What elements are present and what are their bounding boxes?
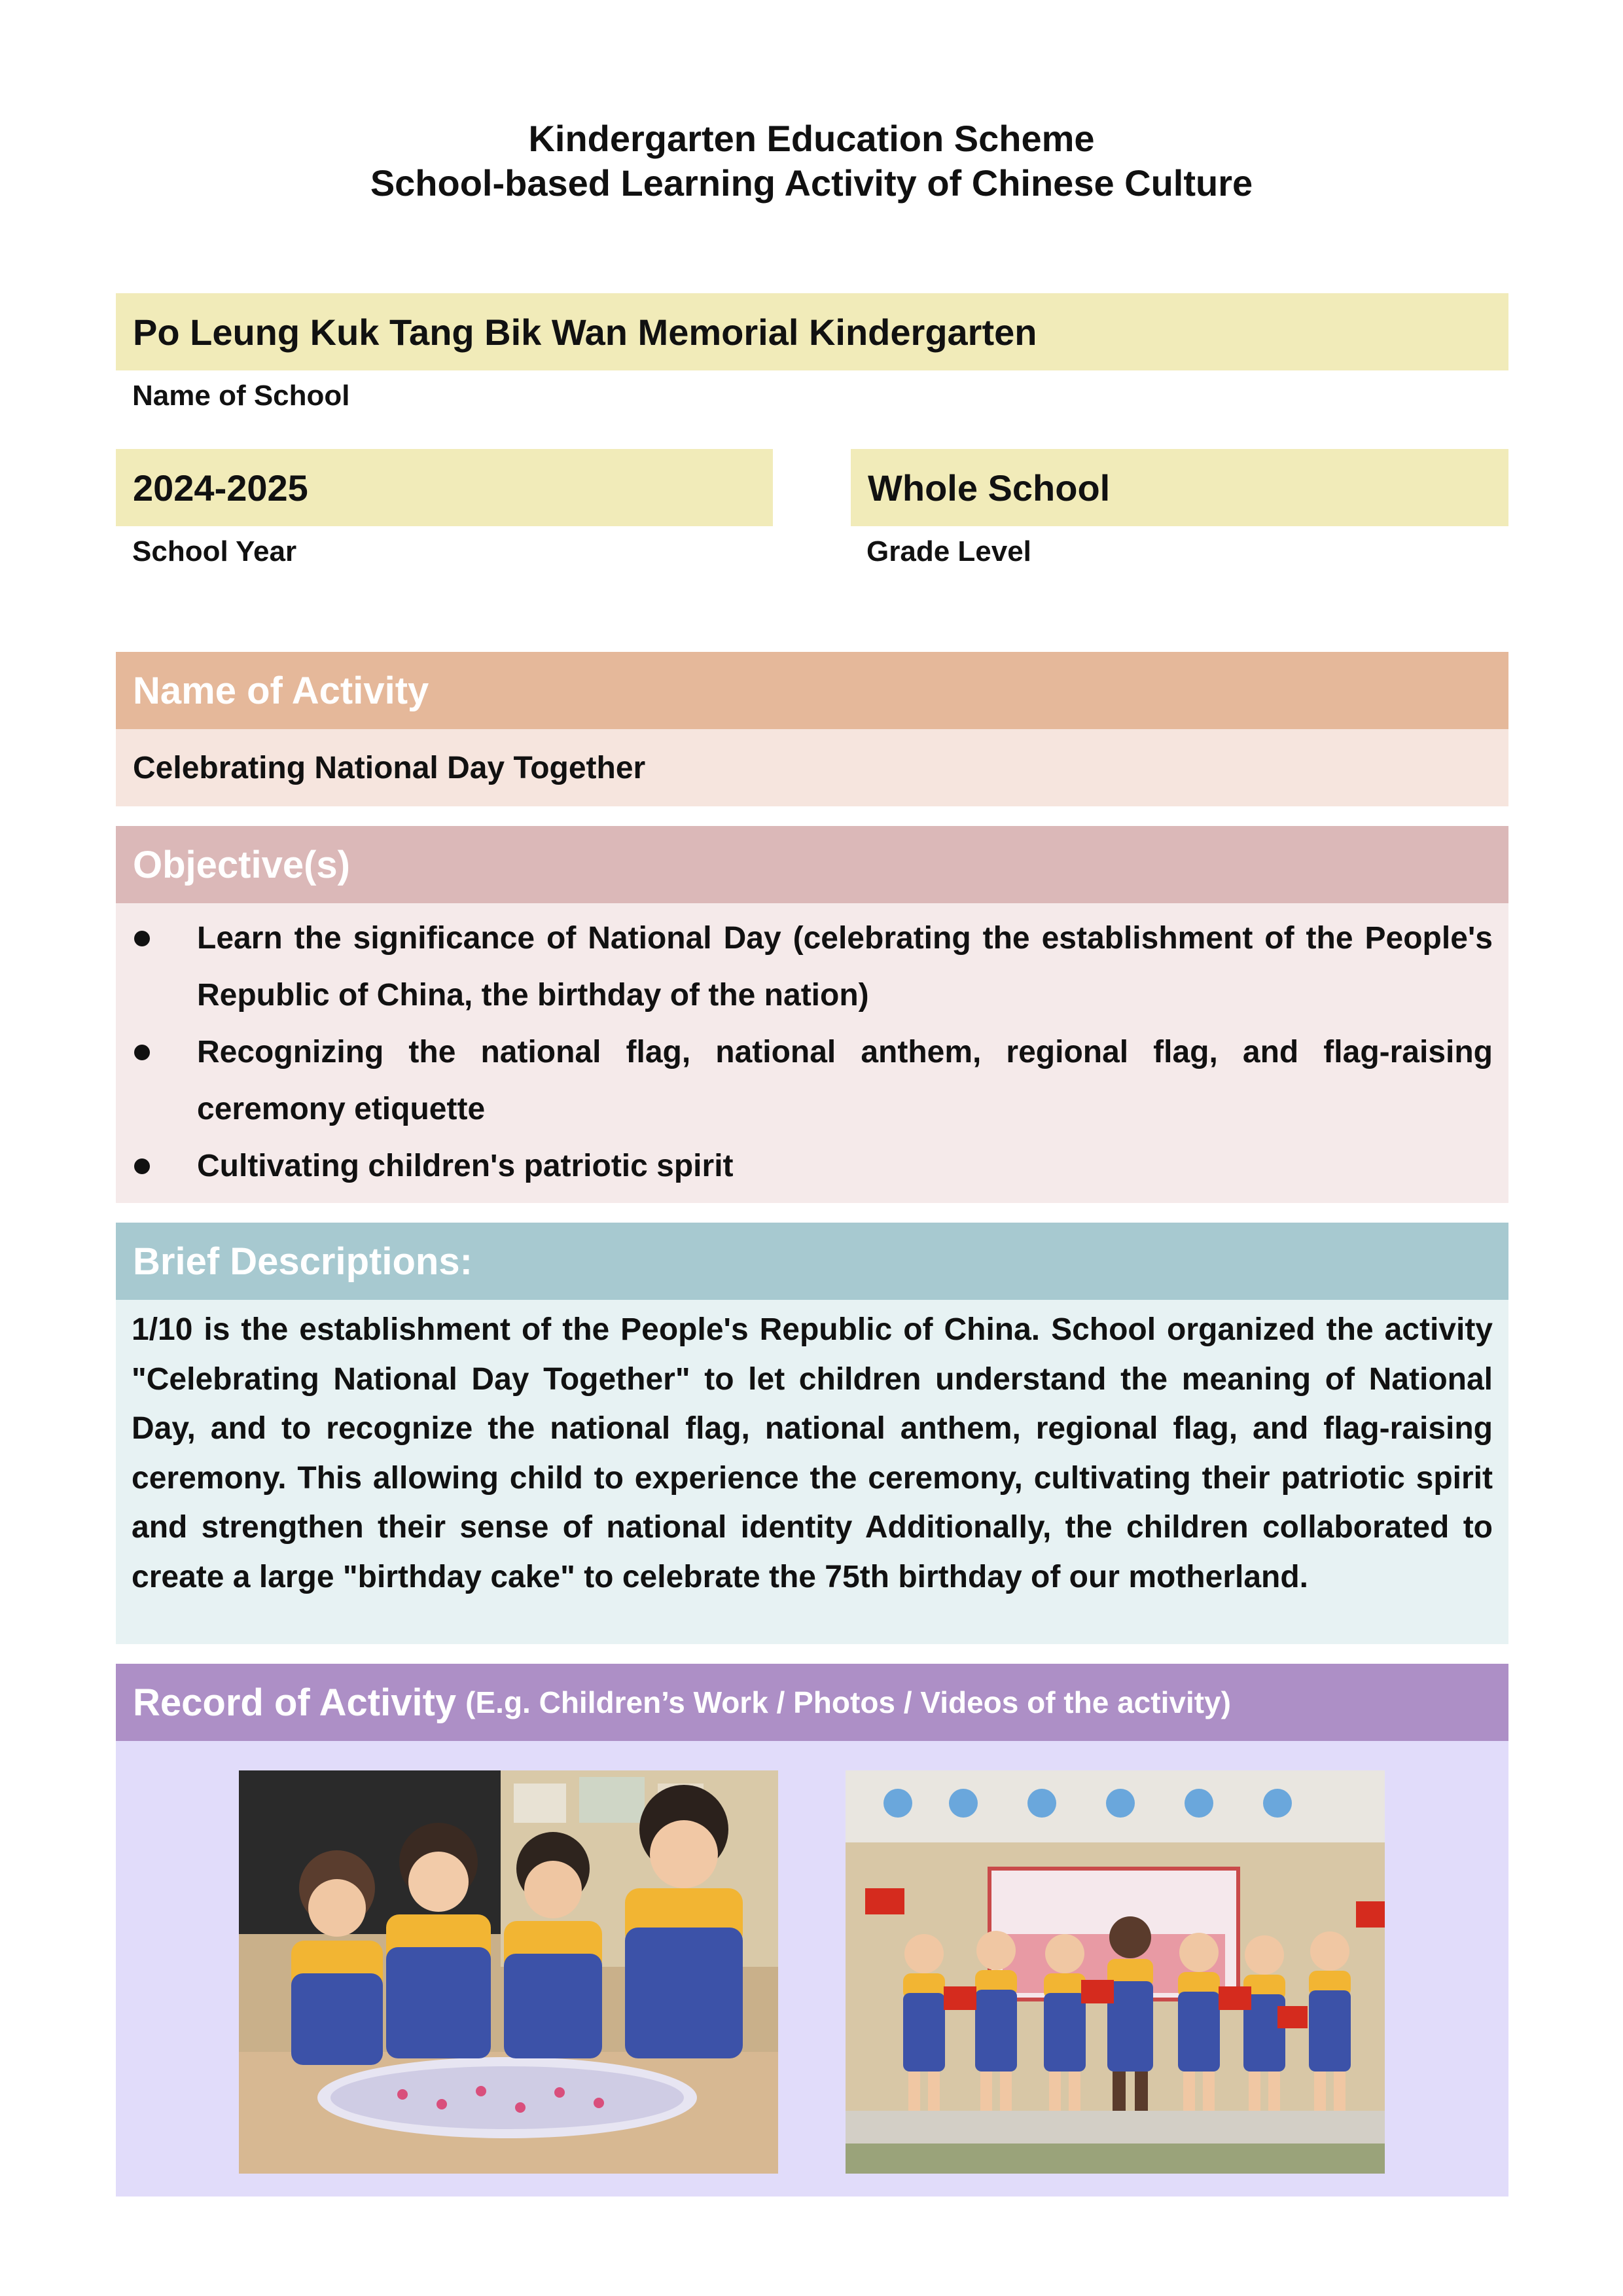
activity-name-value: Celebrating National Day Together	[133, 750, 646, 785]
school-name-field	[116, 293, 1508, 370]
record-subheading-label: (E.g. Children’s Work / Photos / Videos of the activity)	[465, 1685, 1231, 1719]
photo-cake-illustration	[239, 1770, 778, 2174]
objectives-heading-label: Objective(s)	[133, 843, 350, 886]
activity-photo-flags	[846, 1770, 1385, 2174]
document-title-line2: School-based Learning Activity of Chinese Culture	[370, 162, 1253, 204]
bullet-icon	[134, 931, 150, 946]
school-year-caption: School Year	[132, 535, 297, 567]
activity-photo-cake	[239, 1770, 778, 2174]
school-name-value: Po Leung Kuk Tang Bik Wan Memorial Kindergarten	[133, 311, 1037, 353]
objective-item: Cultivating children's patriotic spirit	[116, 1138, 1508, 1194]
document-title-line1: Kindergarten Education Scheme	[528, 118, 1095, 159]
grade-level-caption: Grade Level	[866, 535, 1031, 567]
bullet-icon	[134, 1045, 150, 1060]
objectives-list	[116, 910, 1508, 1194]
activity-name-box	[116, 729, 1508, 806]
grade-level-field	[851, 449, 1508, 526]
descriptions-heading	[116, 1223, 1508, 1300]
grade-level-value: Whole School	[868, 467, 1111, 509]
bullet-icon	[134, 1158, 150, 1174]
objectives-box	[116, 903, 1508, 1203]
objective-item: Recognizing the national flag, national anthem, regional flag, and flag-raising ceremony etiquette	[116, 1024, 1508, 1138]
record-heading	[116, 1664, 1508, 1741]
photo-flags-illustration	[846, 1770, 1385, 2174]
descriptions-text: 1/10 is the establishment of the People's Republic of China. School organized the activity "Celebrating National Day Together" to let children understand the meaning of National Day, and to recognize the national flag, national anthem, regional flag, and flag-raising ceremony. This allowing child to experience the ceremony, cultivating their patriotic spirit and strengthen their sense of national identity Additionally, the children collaborated to create a large "birthday cake" to celebrate the 75th birthday of our motherland.	[116, 1300, 1508, 1644]
objective-item: Learn the significance of National Day (celebrating the establishment of the People's Republic of China, the birthday of the nation)	[116, 910, 1508, 1024]
school-year-value: 2024-2025	[133, 467, 308, 509]
objectives-heading	[116, 826, 1508, 903]
activity-heading	[116, 652, 1508, 729]
school-name-caption: Name of School	[132, 380, 350, 412]
descriptions-heading-label: Brief Descriptions:	[133, 1240, 473, 1283]
activity-heading-label: Name of Activity	[133, 669, 429, 712]
record-heading-label: Record of Activity	[133, 1681, 457, 1724]
school-year-field	[116, 449, 773, 526]
